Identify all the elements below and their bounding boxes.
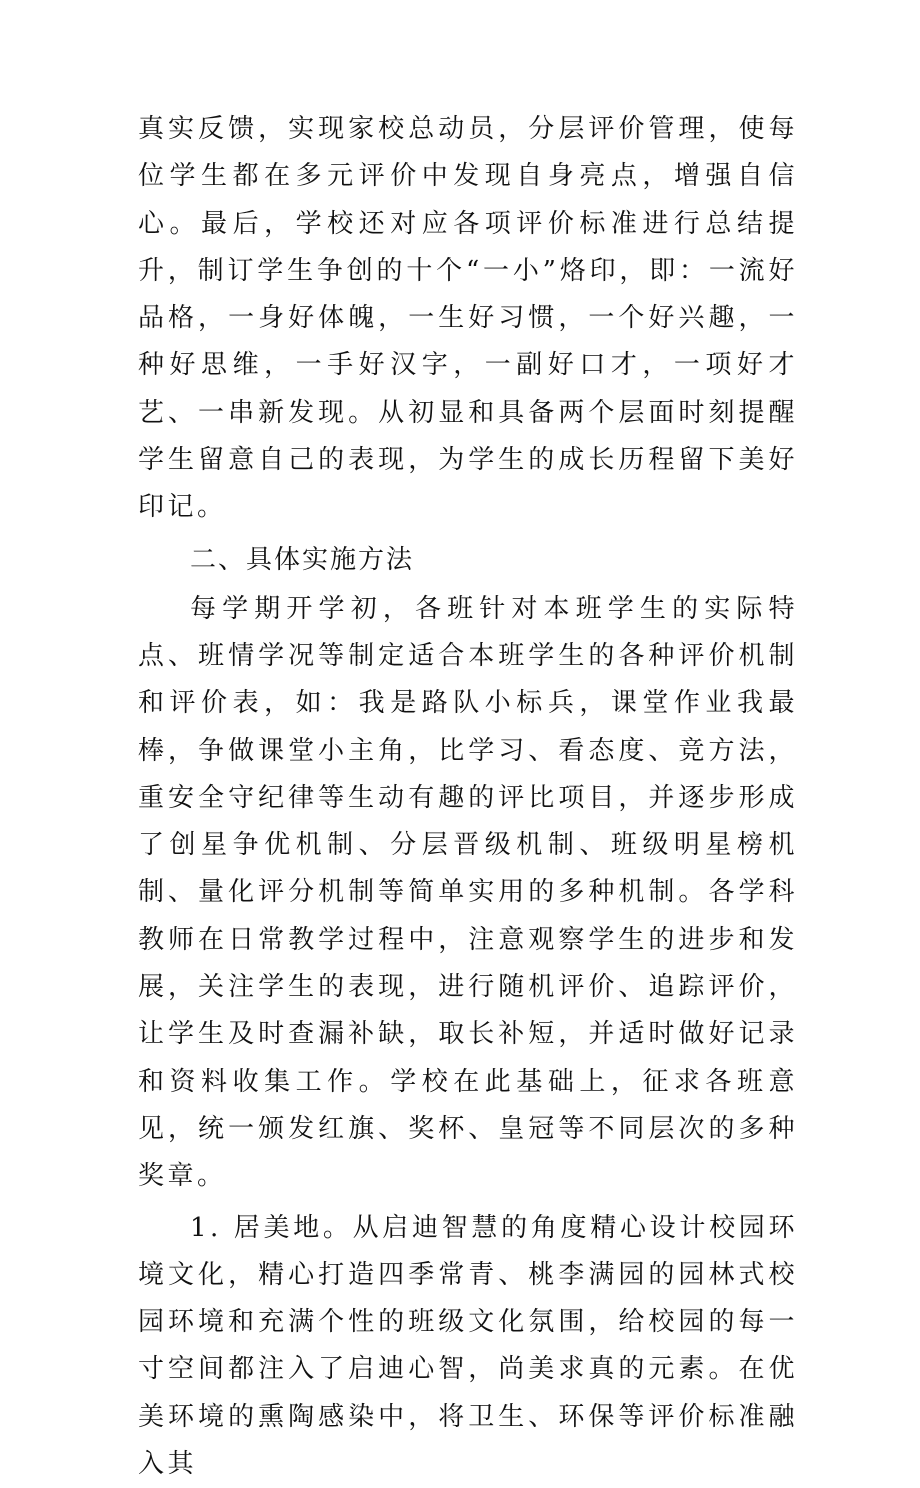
section-heading: 二、具体实施方法 bbox=[190, 544, 415, 575]
paragraph-continued: 真实反馈，实现家校总动员，分层评价管理，使每位学生都在多元评价中发现自身亮点，增强自信心。最后，学校还对应各项评价标准进行总结提升，制订学生争创的十个“一小”烙印，即：一流好品格，一身好体魄，一生好习惯，一个好兴趣，一种好思维，一手好汉字，一副好口才，一项好才艺、一串新发现。从初显和具备两个层面时刻提醒学生留意自己的表现，为学生的成长历程留下美好印记。 bbox=[138, 114, 798, 523]
paragraph-implementation: 每学期开学初，各班针对本班学生的实际特点、班情学况等制定适合本班学生的各种评价机制和评价表，如：我是路队小标兵，课堂作业我最棒，争做课堂小主角，比学习、看态度、竞方法，重安全守纪律等生动有趣的评比项目，并逐步形成了创星争优机制、分层晋级机制、班级明星榜机制、量化评分机制等简单实用的多种机制。各学科教师在日常教学过程中，注意观察学生的进步和发展，关注学生的表现，进行随机评价、追踪评价，让学生及时查漏补缺，取长补短，并适时做好记录和资料收集工作。学校在此基础上，征求各班意见，统一颁发红旗、奖杯、皇冠等不同层次的多种奖章。 bbox=[138, 593, 798, 1192]
paragraph-item-1: 1. 居美地。从启迪智慧的角度精心设计校园环境文化，精心打造四季常青、桃李满园的园林式校园环境和充满个性的班级文化氛围，给校园的每一寸空间都注入了启迪心智，尚美求真的元素。在优美环境的熏陶感染中，将卫生、环保等评价标准融入其 bbox=[138, 1212, 798, 1480]
document-body bbox=[138, 106, 798, 1488]
